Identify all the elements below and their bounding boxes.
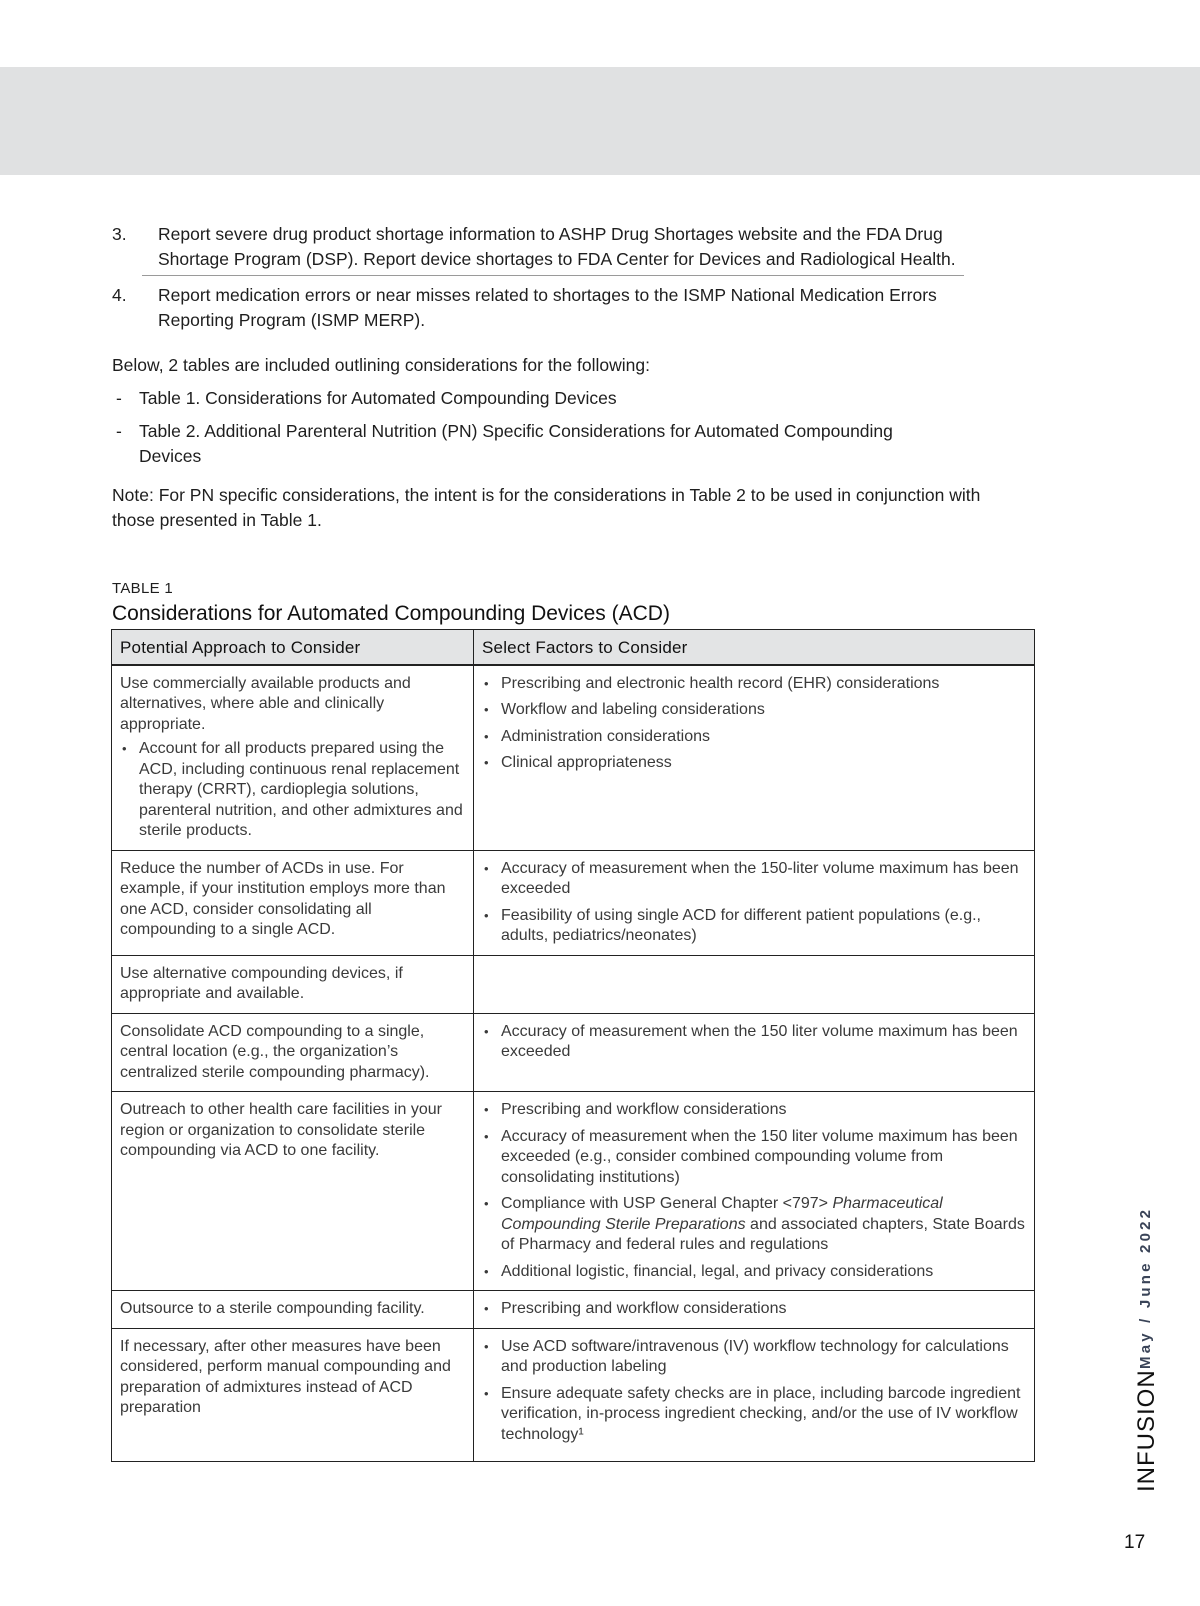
factors-cell [474,1013,1035,1092]
approach-cell [112,850,474,955]
bullet-dot: • [122,741,127,756]
factor-item [482,1299,1026,1320]
table-list-item [116,386,946,411]
bullet-dot: • [484,1338,489,1354]
list-text: Report medication errors or near misses related to shortages to the ISMP National Medication Errors Reporting Program (ISMP MERP). [158,285,937,330]
approach-cell [112,665,474,851]
factor-text: Prescribing and workflow considerations [501,1101,787,1118]
factor-text: Use ACD software/intravenous (IV) workflow technology for calculations and production labeling [501,1337,1009,1375]
table-title: Considerations for Automated Compounding Devices (ACD) [112,602,670,625]
table-list-text: Table 2. Additional Parenteral Nutrition (PN) Specific Considerations for Automated Compounding Devices [139,421,893,466]
table-row [112,1291,1035,1329]
factor-item [482,1194,1026,1256]
factor-item [482,1100,1026,1121]
factor-text: and associated chapters, State Boards of Pharmacy and federal rules and regulations [501,1215,1025,1253]
list-item [112,283,992,333]
approach-cell [112,1013,474,1092]
divider [142,275,964,276]
factor-text: Additional logistic, financial, legal, and privacy considerations [501,1262,934,1280]
approach-text: Reduce the number of ACDs in use. For example, if your institution employs more than one ACD, consider consolidating all compounding to a single ACD. [120,859,446,938]
approach-text: Consolidate ACD compounding to a single, central location (e.g., the organization’s centralized sterile compounding pharmacy). [120,1022,430,1081]
factor-item [482,1384,1026,1446]
factor-text: Accuracy of measurement when the 150 liter volume maximum has been exceeded [501,1022,1018,1060]
approach-text: Outreach to other health care facilities in your region or organization to consolidate sterile compounding via ACD to one facility. [120,1101,442,1159]
factor-item [482,1262,1026,1283]
table-list-item [116,419,946,469]
column-header-factors: Select Factors to Consider [474,630,1035,665]
factors-cell-empty [474,955,1035,1013]
bullet-dot: • [484,1102,489,1117]
table-header-row [112,630,1035,665]
factor-text: Ensure adequate safety checks are in place, including barcode ingredient verification, in-process ingredient checking, and/or the use of IV workflow technology¹ [501,1384,1021,1443]
bullet-dot: • [484,1385,489,1401]
table-row [112,665,1035,851]
factors-cell [474,1328,1035,1461]
approach-cell [112,955,474,1013]
bullet-dot: • [484,1023,489,1039]
list-number: 4. [112,285,127,305]
table-row [112,850,1035,955]
table-row [112,1013,1035,1092]
bullet-dot: • [484,728,489,744]
approach-bullet [120,739,465,842]
table-row [112,1328,1035,1461]
factor-italic-title: Pharmaceutical Compounding Sterile Preparations [501,1195,943,1233]
table-caption: TABLE 1 [112,580,174,597]
factor-text: Accuracy of measurement when the 150 liter volume maximum has been exceeded (e.g., consider combined compounding volume from consolidating institutions) [501,1127,1018,1186]
bullet-dot: • [484,860,489,876]
approach-cell [112,1092,474,1291]
factor-item [482,1337,1026,1378]
numbered-list [112,222,992,330]
dash: - [116,388,122,408]
factors-cell [474,665,1035,851]
factor-item [482,753,1026,774]
table-row [112,1092,1035,1291]
side-date [1131,1206,1161,1369]
intro-paragraph: Below, 2 tables are included outlining considerations for the following: [112,355,650,375]
bullet-dot: • [484,1196,489,1211]
dash: - [116,421,122,441]
infusion-logo [1131,1369,1161,1493]
considerations-table [111,629,1035,1462]
bullet-dot: • [484,1128,489,1144]
factors-cell [474,1291,1035,1329]
table-row [112,955,1035,1013]
factor-text: Accuracy of measurement when the 150-liter volume maximum has been exceeded [501,859,1019,897]
factor-item [482,1022,1026,1063]
factor-item [482,727,1026,748]
factor-item [482,674,1026,695]
top-gray-band [0,67,1200,175]
approach-text: Use alternative compounding devices, if appropriate and available. [120,964,403,1002]
issue-date: May / June 2022 [1137,1206,1154,1369]
approach-text: If necessary, after other measures have been considered, perform manual compounding and preparation of admixtures instead of ACD preparation [120,1337,451,1416]
factor-text: Administration considerations [501,727,710,745]
factor-text: Prescribing and workflow considerations [501,1300,787,1317]
note-paragraph: Note: For PN specific considerations, the intent is for the considerations in Table 2 to be used in conjunction with those presented in Table 1. [112,485,981,530]
factor-item [482,1127,1026,1189]
factor-text: Feasibility of using single ACD for different patient populations (e.g., adults, pediatrics/neonates) [501,906,981,944]
approach-bullet-text: Account for all products prepared using the ACD, including continuous renal replacement therapy (CRRT), cardioplegia solutions, parenteral nutrition, and other admixtures and sterile products. [139,740,463,839]
bullet-dot: • [484,702,489,717]
factors-cell [474,1092,1035,1291]
factor-item [482,906,1026,947]
bullet-dot: • [484,675,489,691]
list-number: 3. [112,224,127,244]
factor-text: Compliance with USP General Chapter <797> [501,1195,833,1212]
table-list-text: Table 1. Considerations for Automated Compounding Devices [139,388,617,408]
factors-cell [474,850,1035,955]
factor-item [482,859,1026,900]
factor-text: Clinical appropriateness [501,754,672,771]
bullet-dot: • [484,907,489,923]
factor-text: Workflow and labeling considerations [501,701,765,718]
bullet-dot: • [484,1301,489,1316]
list-item [112,222,992,272]
logo-text: INFUSION [1133,1369,1160,1492]
approach-cell [112,1328,474,1461]
list-text: Report severe drug product shortage information to ASHP Drug Shortages website and the FDA Drug Shortage Program (DSP). Report device shortages to FDA Center for Devices and Radiological Health. [158,224,956,269]
approach-text: Outsource to a sterile compounding facility. [120,1300,425,1317]
factor-text: Prescribing and electronic health record (EHR) considerations [501,674,940,692]
approach-text: Use commercially available products and alternatives, where able and clinically appropriate. [120,674,411,733]
page-number: 17 [1124,1532,1146,1553]
factor-item [482,700,1026,721]
bullet-dot: • [484,1263,489,1279]
column-header-approach: Potential Approach to Consider [112,630,474,665]
bullet-dot: • [484,755,489,770]
approach-cell [112,1291,474,1329]
